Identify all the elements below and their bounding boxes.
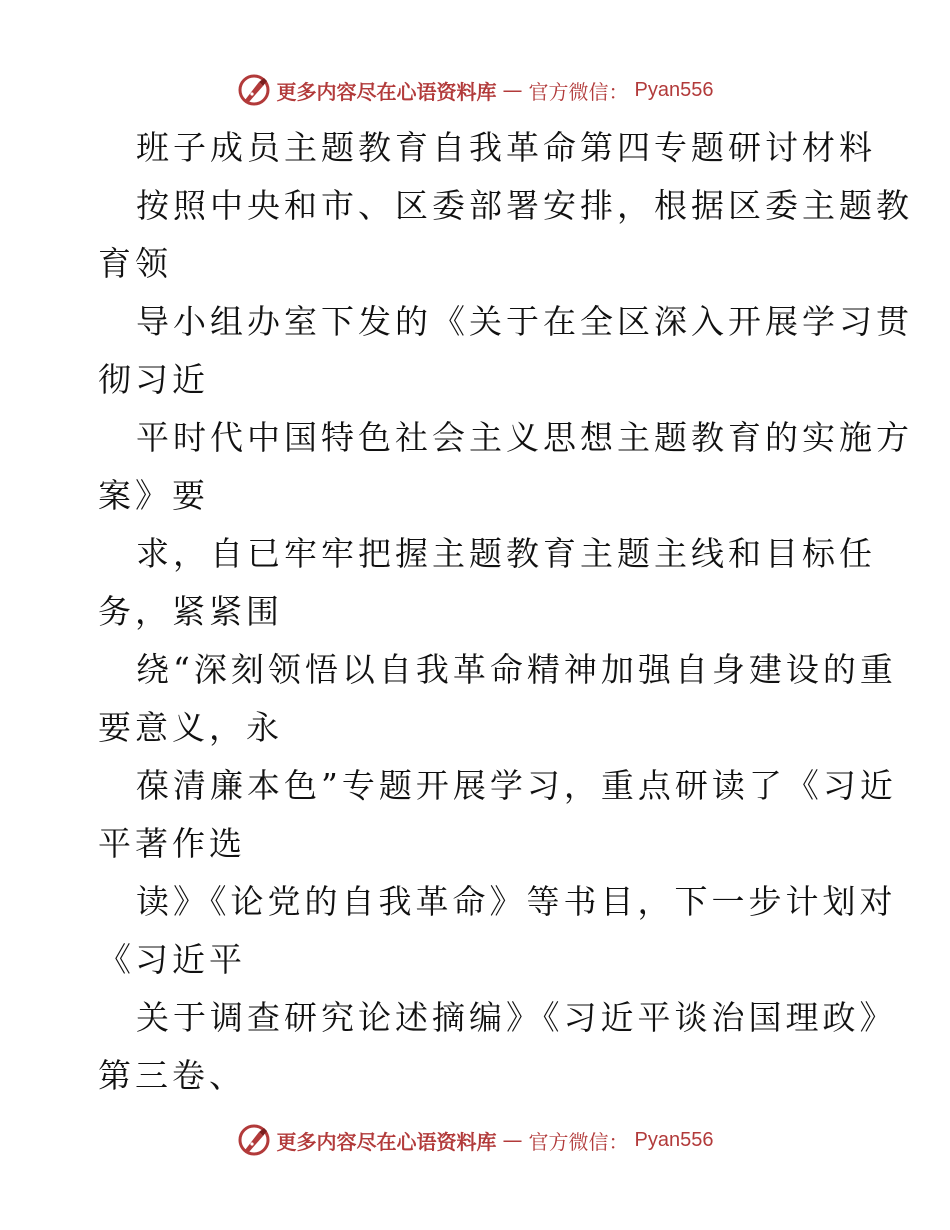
header-banner	[0, 70, 950, 110]
text-line: 按照中央和市、区委部署安排，根据区委主题教	[136, 186, 913, 225]
footer-banner	[0, 1120, 950, 1160]
footer-contact-id: Pyan556	[634, 1128, 714, 1151]
text-line: 导小组办室下发的《关于在全区深入开展学习贯	[136, 302, 913, 341]
document-title: 班子成员主题教育自我革命第四专题研讨材料	[136, 128, 876, 167]
footer-brand-text: 更多内容尽在心语资料库	[276, 1129, 497, 1154]
text-line: 务，紧紧围	[98, 592, 283, 631]
header-contact-id: Pyan556	[634, 78, 714, 101]
text-line: 要意义，永	[98, 708, 283, 747]
text-line: 《习近平	[98, 940, 246, 979]
header-brand-text: 更多内容尽在心语资料库	[276, 79, 497, 104]
header-contact-label: 官方微信：	[528, 79, 629, 104]
pen-nib-logo-icon	[237, 73, 271, 107]
footer-contact-label: 官方微信：	[528, 1129, 629, 1154]
text-line: 第三卷、	[98, 1056, 246, 1095]
text-line: 求，自已牢牢把握主题教育主题主线和目标任	[136, 534, 876, 573]
text-line: 平著作选	[98, 824, 246, 863]
text-line: 育领	[98, 244, 172, 283]
pen-nib-logo-icon	[237, 1123, 271, 1157]
text-line: 关于调查研究论述摘编》《习近平谈治国理政》	[136, 998, 897, 1037]
text-line: 葆清廉本色”专题开展学习，重点研读了《习近	[136, 766, 897, 805]
footer-separator: —	[502, 1128, 523, 1152]
text-line: 平时代中国特色社会主义思想主题教育的实施方	[136, 418, 913, 457]
text-line: 读》《论党的自我革命》等书目，下一步计划对	[136, 882, 897, 921]
text-line: 案》要	[98, 476, 209, 515]
text-line: 彻习近	[98, 360, 209, 399]
text-line: 绕“深刻领悟以自我革命精神加强自身建设的重	[136, 650, 897, 689]
header-separator: —	[502, 78, 523, 102]
